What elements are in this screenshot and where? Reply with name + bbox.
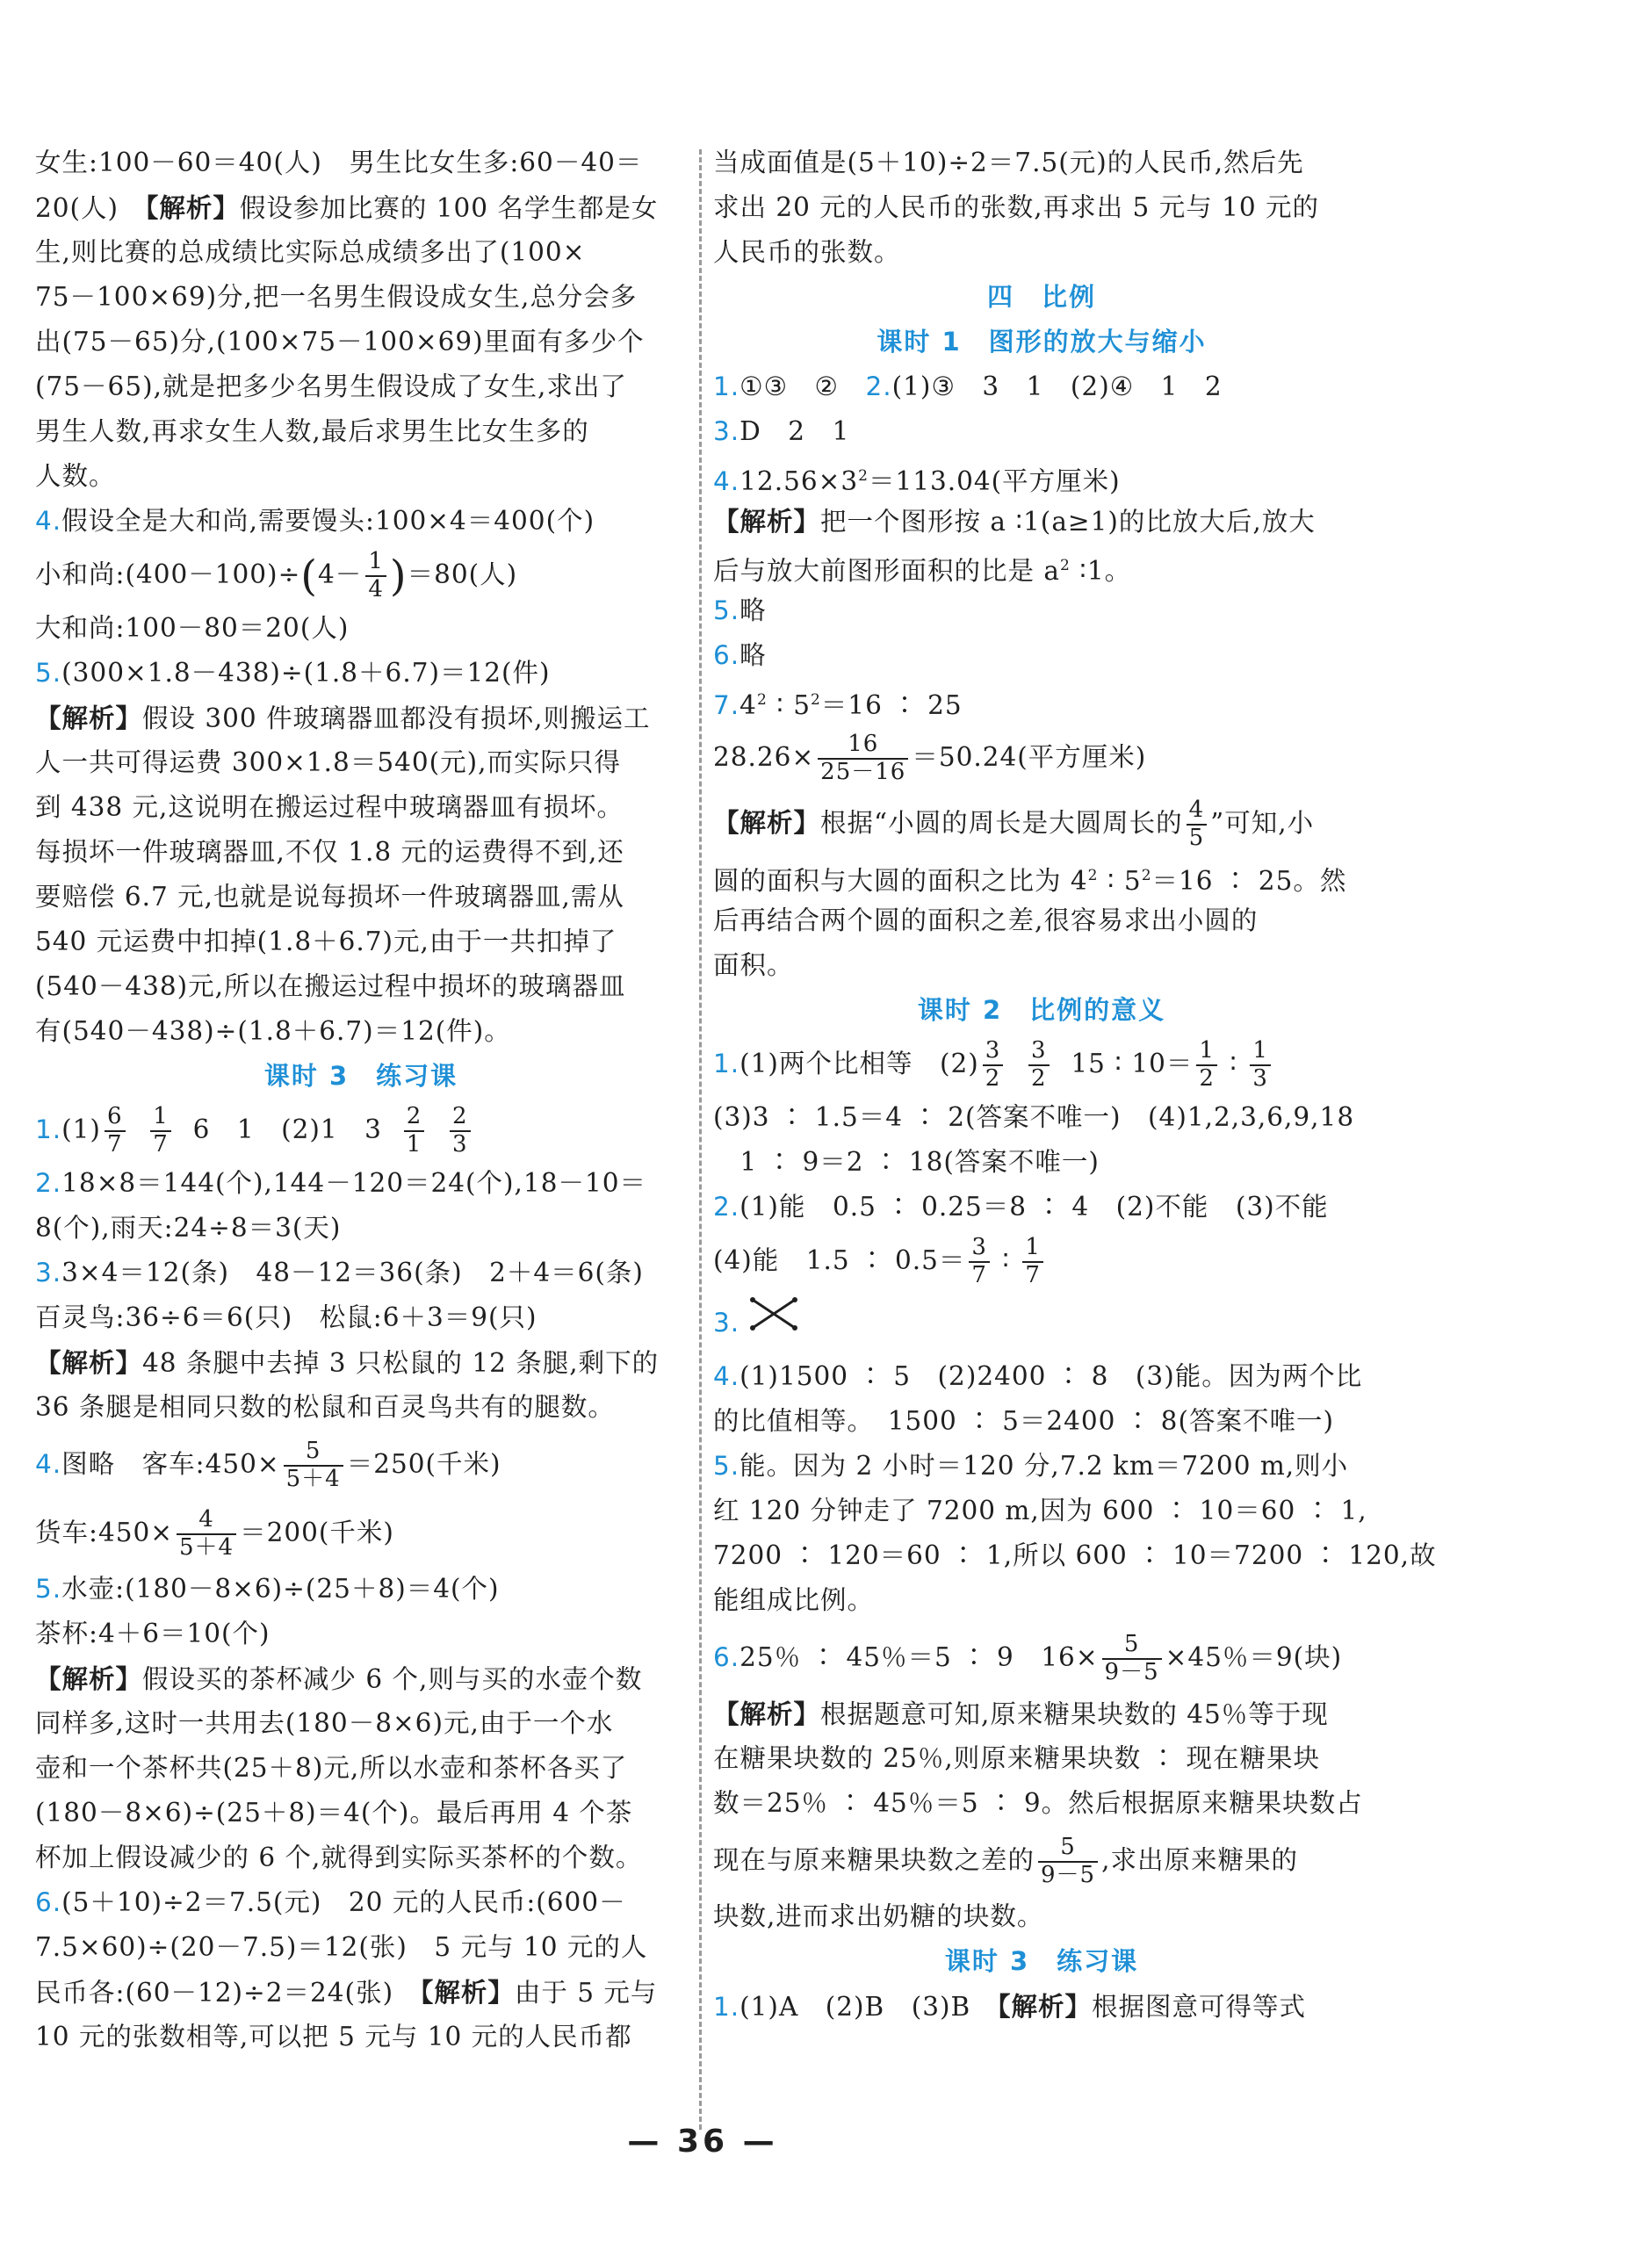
lesson-heading: 课时 3 练习课 [263, 1061, 458, 1091]
text-line: (180－8×6)÷(25＋8)＝4(个)。最后再用 4 个茶 [35, 1798, 633, 1828]
fraction: $\frac{5}{9-5}$ [1102, 1632, 1162, 1686]
text-line: 女生:100－60＝40(人) 男生比女生多:60－40＝ [35, 148, 643, 177]
answer-6-line: 6.略 [713, 640, 767, 670]
practice-2-line: 2.18×8＝144(个),144－120＝24(个),18－10＝ [35, 1168, 647, 1198]
text-line: 【解析】根据“小圆的周长是大圆周长的 $\frac{4}{5}$ ”可知,小 [713, 797, 1315, 851]
text-line: (3)3 ∶ 1.5＝4 ∶ 2(答案不唯一) (4)1,2,3,6,9,18 [713, 1102, 1355, 1132]
text-line: 10 元的张数相等,可以把 5 元与 10 元的人民币都 [35, 2022, 632, 2052]
crossing-lines-icon [749, 1294, 798, 1356]
fraction: $\frac{5}{9-5}$ [1038, 1835, 1098, 1889]
practice-4-line: 货车:450× $\frac{4}{5+4}$ ＝200(千米) [35, 1506, 394, 1561]
text-line: (540－438)元,所以在搬运过程中损坏的玻璃器皿 [35, 971, 626, 1001]
analysis-label: 【解析】 [145, 192, 240, 223]
text-line: 的比值相等。 1500 ∶ 5＝2400 ∶ 8(答案不唯一) [713, 1406, 1334, 1436]
answer-4-line: 大和尚:100－80＝20(人) [35, 613, 350, 643]
text-line: 每损坏一件玻璃器皿,不仅 1.8 元的运费得不到,还 [35, 837, 624, 867]
meaning-6-line: 6.25％ ∶ 45％＝5 ∶ 9 16× $\frac{5}{9-5}$ ×45％＝9(块) [713, 1631, 1343, 1685]
meaning-2-line: 2.(1)能 0.5 ∶ 0.25＝8 ∶ 4 (2)不能 (3)不能 [713, 1192, 1329, 1222]
question-number: 3. [713, 1308, 740, 1338]
text-line: 人一共可得运费 300×1.8＝540(元),而实际只得 [35, 747, 622, 777]
practice-6-line: 6.(5＋10)÷2＝7.5(元) 20 元的人民币:(600－ [35, 1887, 626, 1917]
text-line: 生,则比赛的总成绩比实际总成绩多出了(100× [35, 237, 586, 267]
text-line: (75－65),就是把多少名男生假设成了女生,求出了 [35, 371, 627, 401]
column-divider [699, 149, 702, 2130]
question-number: 2. [35, 1168, 62, 1198]
answer-4-line: 4.假设全是大和尚,需要馒头:100×4＝400(个) [35, 506, 595, 536]
unit-heading: 四 比例 [986, 282, 1096, 312]
text-line: 杯加上假设减少的 6 个,就得到实际买茶杯的个数。 [35, 1843, 643, 1872]
question-number: 3. [713, 416, 740, 446]
answer-7-line: 28.26× $\frac{16}{25-16}$ ＝50.24(平方厘米) [713, 731, 1147, 785]
text-line: 8(个),雨天:24÷8＝3(天) [35, 1213, 342, 1243]
fraction: $\frac{1}{7}$ [1022, 1235, 1043, 1289]
text-line: 要赔偿 6.7 元,也就是说每损坏一件玻璃器皿,需从 [35, 882, 624, 912]
text-line: 数＝25％ ∶ 45％＝5 ∶ 9。然后根据原来糖果块数占 [713, 1788, 1363, 1818]
practice-3-line: 3.3×4＝12(条) 48－12＝36(条) 2＋4＝6(条) [35, 1258, 644, 1287]
question-number: 5. [35, 1574, 62, 1604]
meaning-1-line: 1.(1)两个比相等 (2) $\frac{3}{2}$ $\frac{3}{2}$ 15 ∶ 10＝ $\frac{1}{2}$ ∶ $\frac{1}{3}$ [713, 1033, 1370, 1095]
left-column [35, 141, 687, 2059]
text-line: 男生人数,再求女生人数,最后求男生比女生多的 [35, 416, 589, 446]
exercise-1-line: 1.(1)A (2)B (3)B 【解析】根据图意可得等式 [713, 1991, 1306, 2022]
meaning-4-line: 4.(1)1500 ∶ 5 (2)2400 ∶ 8 (3)能。因为两个比 [713, 1361, 1363, 1391]
fraction: $\frac{2}{3}$ [450, 1104, 471, 1158]
fraction: $\frac{2}{1}$ [404, 1104, 425, 1158]
analysis-label: 【解析】 [997, 1991, 1092, 2022]
text-line: 【解析】假设买的茶杯减少 6 个,则与买的水壶个数 [35, 1663, 643, 1694]
meaning-3-line [713, 1292, 1370, 1354]
text-line: 后再结合两个圆的面积之差,很容易求出小圆的 [713, 905, 1259, 935]
answer-3-line: 3.D 2 1 [713, 416, 850, 446]
question-number: 5. [713, 1451, 740, 1481]
analysis-label: 【解析】 [35, 1663, 143, 1694]
fraction: $\frac{4}{5+4}$ [177, 1507, 236, 1561]
fraction: $\frac{6}{7}$ [105, 1104, 126, 1158]
answer-5-line: 5.(300×1.8－438)÷(1.8＋6.7)＝12(件) [35, 658, 551, 688]
text-line: 出(75－65)分,(100×75－100×69)里面有多少个 [35, 327, 645, 357]
text-line: 当成面值是(5＋10)÷2＝7.5(元)的人民币,然后先 [713, 148, 1304, 177]
text-line: 在糖果块数的 25％,则原来糖果块数 ∶ 现在糖果块 [713, 1743, 1321, 1773]
text-line: 20(人) 【解析】假设参加比赛的 100 名学生都是女 [35, 192, 659, 223]
question-number: 4. [35, 506, 62, 536]
analysis-label: 【解析】 [420, 1977, 515, 2008]
question-number: 6. [35, 1887, 62, 1917]
text-line: 75－100×69)分,把一名男生假设成女生,总分会多 [35, 282, 638, 312]
lesson-heading: 课时 2 比例的意义 [917, 995, 1166, 1025]
question-number: 2. [713, 1192, 740, 1222]
question-number: 6. [713, 1642, 740, 1672]
fraction: $\frac{1}{2}$ [1196, 1038, 1217, 1093]
answer-4-line: $4.12.56\times 3^2=113.04$(平方厘米) [713, 465, 1121, 496]
meaning-2-line: (4)能 1.5 ∶ 0.5＝ $\frac{3}{7}$ ∶ $\frac{1}{7}$ [713, 1230, 1370, 1292]
answer-5-line: 5.略 [713, 595, 767, 625]
fraction: $\frac{5}{5+4}$ [284, 1439, 343, 1493]
analysis-label: 【解析】 [713, 1698, 821, 1729]
question-number: 6. [713, 640, 740, 670]
question-number: 4. [35, 1449, 62, 1479]
answer-4-line: 小和尚:(400－100)÷(4－ $\frac{1}{4}$ )＝80(人) [35, 548, 518, 602]
text-line: 7200 ∶ 120＝60 ∶ 1,所以 600 ∶ 10＝7200 ∶ 120,故 [713, 1540, 1437, 1570]
analysis-label: 【解析】 [713, 807, 821, 838]
text-line: 茶杯:4＋6＝10(个) [35, 1619, 271, 1648]
question-number: 5. [35, 658, 62, 688]
text-line: 540 元运费中扣掉(1.8＋6.7)元,由于一共扣掉了 [35, 927, 617, 956]
answer-7-line: $7.4^2$ ∶ $5^2=16$ ∶ 25 [713, 689, 963, 720]
fraction: $\frac{3}{2}$ [1028, 1038, 1050, 1093]
question-number: 7. [713, 689, 740, 720]
text-line: 面积。 [713, 950, 794, 980]
text-line: 能组成比例。 [713, 1585, 875, 1615]
text-line: 人民币的张数。 [713, 237, 901, 267]
practice-1-line: 1.(1) $\frac{6}{7}$ $\frac{1}{7}$ 6 1 (2)1 3 $\frac{2}{1}$ $\frac{2}{3}$ [35, 1099, 687, 1161]
text-line: 【解析】48 条腿中去掉 3 只松鼠的 12 条腿,剩下的 [35, 1347, 660, 1378]
fraction: $\frac{3}{7}$ [969, 1235, 990, 1289]
fraction: $\frac{16}{25-16}$ [818, 732, 908, 786]
text-line: 1 ∶ 9＝2 ∶ 18(答案不唯一) [713, 1147, 1100, 1177]
text-line: 百灵鸟:36÷6＝6(只) 松鼠:6＋3＝9(只) [35, 1302, 537, 1332]
question-number: 1. [713, 1992, 740, 2022]
text-line: 36 条腿是相同只数的松鼠和百灵鸟共有的腿数。 [35, 1392, 615, 1422]
question-number: 4. [713, 465, 740, 496]
text-line: 后与放大前图形面积的比是 $a^2$ ∶1。 [713, 555, 1132, 586]
text-line: 红 120 分钟走了 7200 m,因为 600 ∶ 10＝60 ∶ 1, [713, 1496, 1367, 1525]
question-number: 1. [35, 1114, 62, 1144]
text-line: 【解析】根据题意可知,原来糖果块数的 45％等于现 [713, 1698, 1329, 1729]
question-number: 1. [713, 1049, 740, 1078]
question-number: 1. [713, 371, 740, 401]
text-line: 【解析】把一个图形按 a ∶1(a≥1)的比放大后,放大 [713, 506, 1316, 537]
text-line: 有(540－438)÷(1.8＋6.7)＝12(件)。 [35, 1016, 511, 1046]
text-line: 人数。 [35, 461, 116, 491]
text-line: 求出 20 元的人民币的张数,再求出 5 元与 10 元的 [713, 192, 1319, 222]
text-line: 块数,进而求出奶糖的块数。 [713, 1901, 1044, 1931]
analysis-label: 【解析】 [713, 506, 821, 537]
lesson-heading: 课时 3 练习课 [944, 1946, 1139, 1976]
answer-1-2-line: 1.①③ ② 2.(1)③ 3 1 (2)④ 1 2 [713, 371, 1223, 401]
fraction: $\frac{1}{4}$ [365, 549, 386, 603]
fraction: $\frac{1}{7}$ [150, 1104, 171, 1158]
question-number: 4. [713, 1361, 740, 1391]
question-number: 5. [713, 595, 740, 625]
lesson-heading: 课时 1 图形的放大与缩小 [876, 327, 1207, 357]
practice-5-line: 5.水壶:(180－8×6)÷(25＋8)＝4(个) [35, 1574, 500, 1604]
text-line: 同样多,这时一共用去(180－8×6)元,由于一个水 [35, 1708, 614, 1738]
page-number: — 36 — [627, 2124, 778, 2160]
text-line: 到 438 元,这说明在搬运过程中玻璃器皿有损坏。 [35, 792, 624, 822]
text-line: 7.5×60)÷(20－7.5)＝12(张) 5 元与 10 元的人 [35, 1932, 648, 1962]
analysis-label: 【解析】 [35, 703, 143, 733]
practice-4-line: 4.图略 客车:450× $\frac{5}{5+4}$ ＝250(千米) [35, 1438, 501, 1492]
fraction: $\frac{4}{5}$ [1187, 797, 1208, 852]
text-line: 圆的面积与大圆的面积之比为 $4^2$ ∶ $5^2=16$ ∶ 25。然 [713, 865, 1347, 896]
fraction: $\frac{3}{2}$ [983, 1038, 1004, 1093]
analysis-label: 【解析】 [35, 1347, 143, 1378]
text-line: 【解析】假设 300 件玻璃器皿都没有损坏,则搬运工 [35, 703, 651, 733]
right-column [713, 141, 1437, 2029]
meaning-5-line: 5.能。因为 2 小时＝120 分,7.2 km＝7200 m,则小 [713, 1451, 1349, 1481]
text-line: 民币各:(60－12)÷2＝24(张) 【解析】由于 5 元与 [35, 1977, 658, 2008]
question-number: 3. [35, 1258, 62, 1287]
text-line: 壶和一个茶杯共(25＋8)元,所以水壶和茶杯各买了 [35, 1753, 628, 1783]
fraction: $\frac{1}{3}$ [1250, 1038, 1271, 1093]
question-number: 2. [865, 371, 892, 401]
text-line: 现在与原来糖果块数之差的 $\frac{5}{9-5}$ ,求出原来糖果的 [713, 1834, 1298, 1888]
